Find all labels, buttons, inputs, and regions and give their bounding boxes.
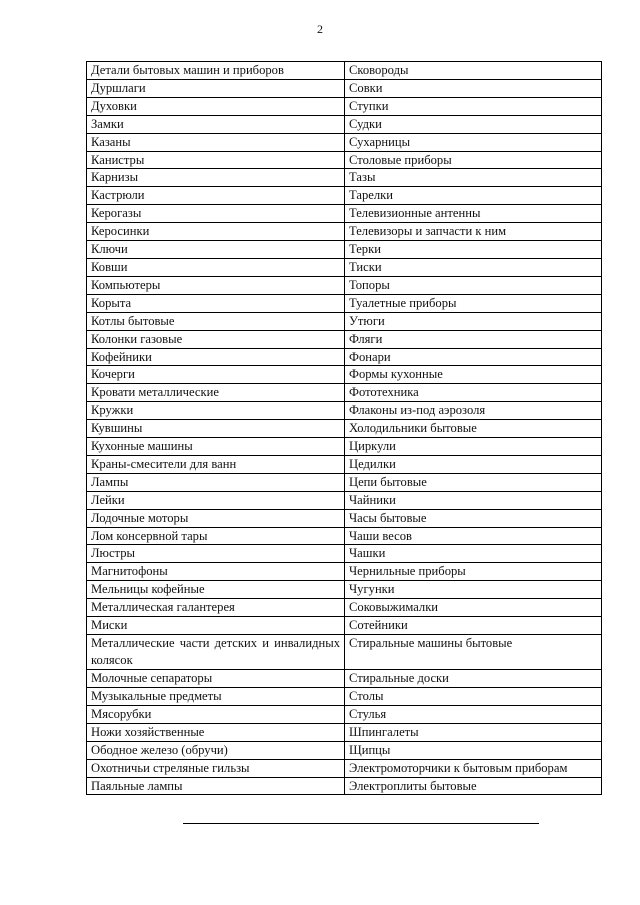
left-item-cell: Мясорубки (87, 705, 345, 723)
left-item-cell: Охотничьи стреляные гильзы (87, 759, 345, 777)
table-row (87, 741, 602, 759)
table-row (87, 79, 602, 97)
right-item-cell: Туалетные приборы (345, 294, 602, 312)
left-item-cell: Кухонные машины (87, 438, 345, 456)
table-row (87, 223, 602, 241)
table-row (87, 438, 602, 456)
table-row (87, 670, 602, 688)
left-item-cell: Карнизы (87, 169, 345, 187)
right-item-cell: Цедилки (345, 455, 602, 473)
right-item-cell: Телевизоры и запчасти к ним (345, 223, 602, 241)
table-row (87, 384, 602, 402)
left-item-cell: Казаны (87, 133, 345, 151)
left-item-cell: Молочные сепараторы (87, 670, 345, 688)
left-item-cell: Канистры (87, 151, 345, 169)
right-item-cell: Сковороды (345, 62, 602, 80)
left-item-cell: Краны-смесители для ванн (87, 455, 345, 473)
right-item-cell: Шпингалеты (345, 723, 602, 741)
table-row (87, 348, 602, 366)
right-item-cell: Сотейники (345, 617, 602, 635)
table-row (87, 545, 602, 563)
left-item-cell: Кофейники (87, 348, 345, 366)
left-item-cell: Кувшины (87, 420, 345, 438)
left-item-cell: Котлы бытовые (87, 312, 345, 330)
right-item-cell: Щипцы (345, 741, 602, 759)
table-row (87, 115, 602, 133)
table-row (87, 563, 602, 581)
table-row (87, 455, 602, 473)
right-item-cell: Электроплиты бытовые (345, 777, 602, 795)
table-row (87, 151, 602, 169)
right-item-cell: Часы бытовые (345, 509, 602, 527)
right-item-cell: Судки (345, 115, 602, 133)
items-table (86, 61, 602, 795)
table-row (87, 473, 602, 491)
right-item-cell: Стулья (345, 705, 602, 723)
table-row (87, 777, 602, 795)
left-item-cell: Керосинки (87, 223, 345, 241)
left-item-cell: Духовки (87, 97, 345, 115)
table-row (87, 330, 602, 348)
left-item-cell: Ключи (87, 241, 345, 259)
right-item-cell: Столы (345, 687, 602, 705)
table-row (87, 491, 602, 509)
left-item-cell: Кастрюли (87, 187, 345, 205)
left-item-cell: Металлические части детских и инвалидных колясок (87, 635, 345, 670)
table-row (87, 62, 602, 80)
right-item-cell: Совки (345, 79, 602, 97)
left-item-cell: Люстры (87, 545, 345, 563)
left-item-cell: Ободное железо (обручи) (87, 741, 345, 759)
right-item-cell: Тарелки (345, 187, 602, 205)
right-item-cell: Чернильные приборы (345, 563, 602, 581)
right-item-cell: Соковыжималки (345, 599, 602, 617)
right-item-cell: Циркули (345, 438, 602, 456)
right-item-cell: Сухарницы (345, 133, 602, 151)
left-item-cell: Магнитофоны (87, 563, 345, 581)
left-item-cell: Мельницы кофейные (87, 581, 345, 599)
table-row (87, 97, 602, 115)
left-item-cell: Миски (87, 617, 345, 635)
table-row (87, 723, 602, 741)
left-item-cell: Лейки (87, 491, 345, 509)
right-item-cell: Формы кухонные (345, 366, 602, 384)
end-rule (183, 823, 539, 824)
table-row (87, 169, 602, 187)
left-item-cell: Металлическая галантерея (87, 599, 345, 617)
left-item-cell: Лодочные моторы (87, 509, 345, 527)
left-item-cell: Детали бытовых машин и приборов (87, 62, 345, 80)
right-item-cell: Топоры (345, 276, 602, 294)
left-item-cell: Лампы (87, 473, 345, 491)
table-row (87, 635, 602, 670)
table-row (87, 759, 602, 777)
left-item-cell: Музыкальные предметы (87, 687, 345, 705)
table-row (87, 599, 602, 617)
right-item-cell: Холодильники бытовые (345, 420, 602, 438)
table-row (87, 205, 602, 223)
left-item-cell: Керогазы (87, 205, 345, 223)
right-item-cell: Чаши весов (345, 527, 602, 545)
table-row (87, 187, 602, 205)
right-item-cell: Фляги (345, 330, 602, 348)
right-item-cell: Чугунки (345, 581, 602, 599)
right-item-cell: Утюги (345, 312, 602, 330)
right-item-cell: Чайники (345, 491, 602, 509)
right-item-cell: Терки (345, 241, 602, 259)
right-item-cell: Ступки (345, 97, 602, 115)
left-item-cell: Кочерги (87, 366, 345, 384)
right-item-cell: Столовые приборы (345, 151, 602, 169)
table-row (87, 312, 602, 330)
right-item-cell: Телевизионные антенны (345, 205, 602, 223)
right-item-cell: Фототехника (345, 384, 602, 402)
left-item-cell: Ножи хозяйственные (87, 723, 345, 741)
table-row (87, 509, 602, 527)
table-row (87, 133, 602, 151)
left-item-cell: Замки (87, 115, 345, 133)
table-row (87, 258, 602, 276)
page-number: 2 (317, 22, 323, 36)
table-row (87, 294, 602, 312)
right-item-cell: Фонари (345, 348, 602, 366)
items-table-body (87, 62, 602, 795)
left-item-cell: Корыта (87, 294, 345, 312)
left-item-cell: Паяльные лампы (87, 777, 345, 795)
table-row (87, 241, 602, 259)
left-item-cell: Дуршлаги (87, 79, 345, 97)
left-item-cell: Кровати металлические (87, 384, 345, 402)
left-item-cell: Ковши (87, 258, 345, 276)
left-item-cell: Колонки газовые (87, 330, 345, 348)
table-row (87, 617, 602, 635)
table-row (87, 366, 602, 384)
right-item-cell: Флаконы из-под аэрозоля (345, 402, 602, 420)
right-item-cell: Чашки (345, 545, 602, 563)
right-item-cell: Тазы (345, 169, 602, 187)
table-row (87, 705, 602, 723)
right-item-cell: Стиральные доски (345, 670, 602, 688)
table-row (87, 402, 602, 420)
table-row (87, 527, 602, 545)
right-item-cell: Цепи бытовые (345, 473, 602, 491)
table-row (87, 581, 602, 599)
right-item-cell: Стиральные машины бытовые (345, 635, 602, 670)
left-item-cell: Кружки (87, 402, 345, 420)
left-item-cell: Лом консервной тары (87, 527, 345, 545)
left-item-cell: Компьютеры (87, 276, 345, 294)
right-item-cell: Тиски (345, 258, 602, 276)
right-item-cell: Электромоторчики к бытовым приборам (345, 759, 602, 777)
table-row (87, 276, 602, 294)
table-row (87, 687, 602, 705)
table-row (87, 420, 602, 438)
